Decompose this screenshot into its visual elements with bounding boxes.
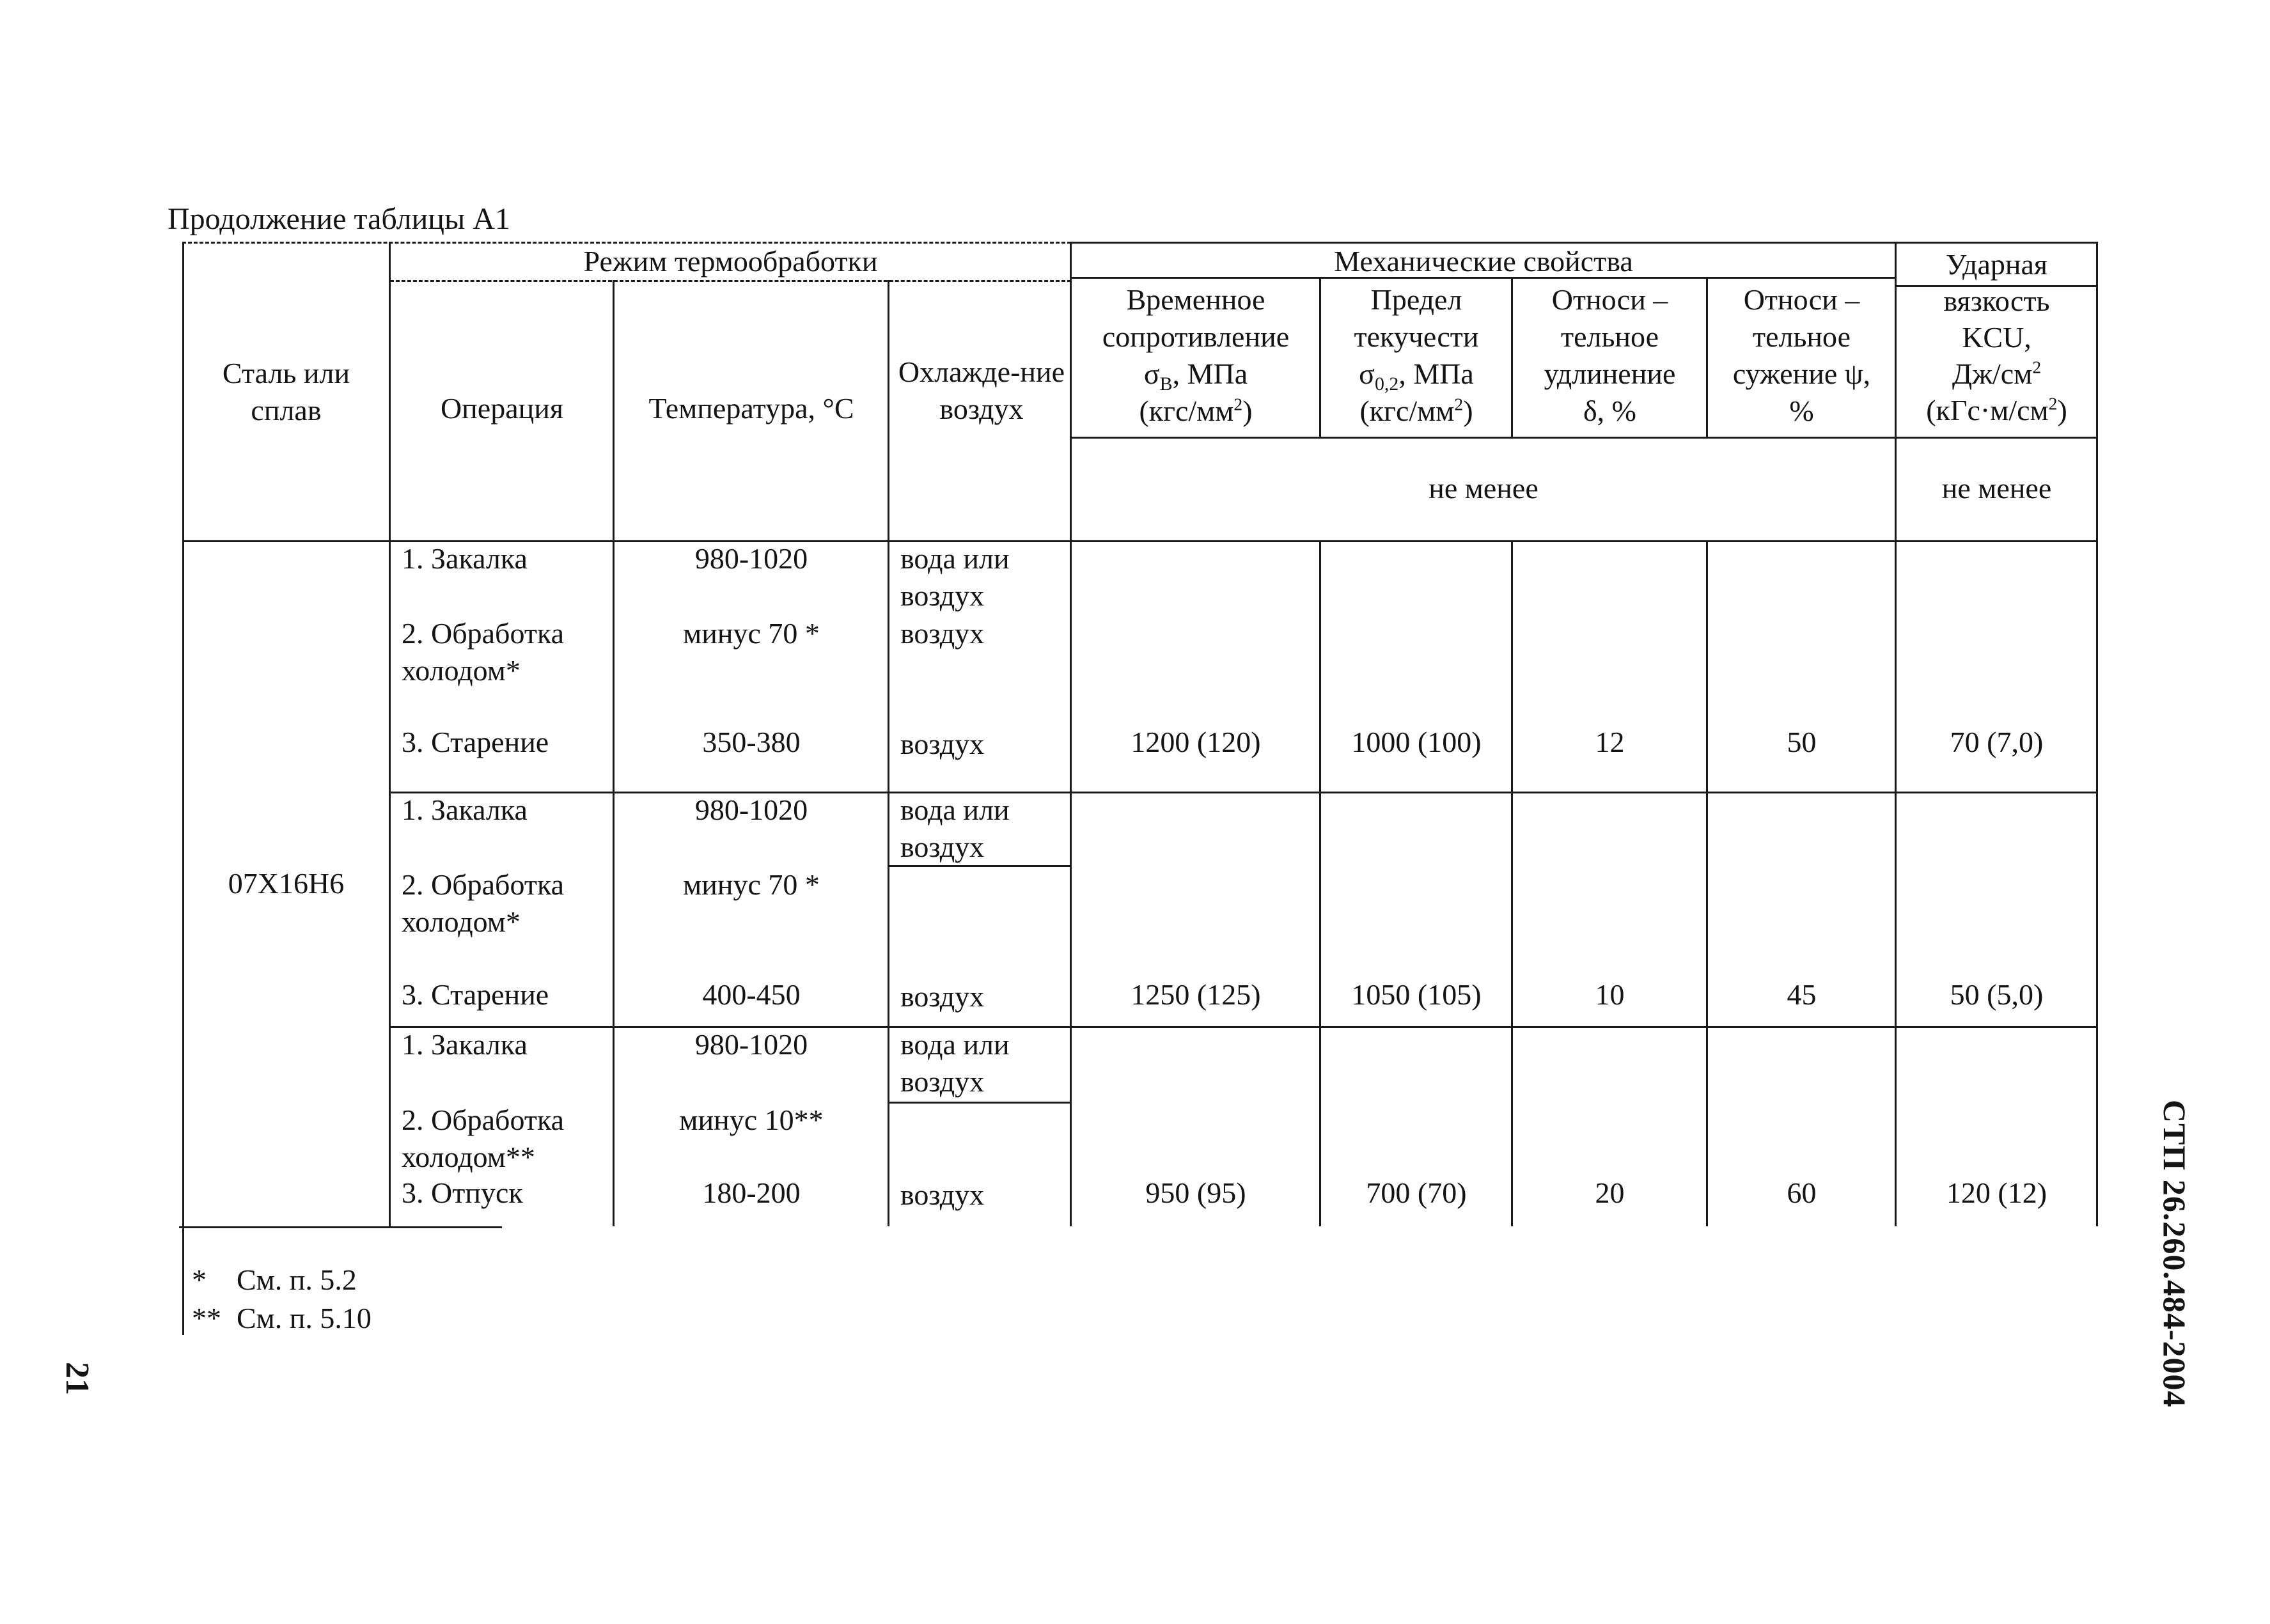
cooling-cell: воздух xyxy=(900,831,985,863)
header-steel: Сталь или сплав xyxy=(222,357,350,426)
grid-line xyxy=(1319,540,1321,1226)
temperature-cell: 980-1020 xyxy=(694,542,808,575)
header-reduction xyxy=(1707,281,1896,430)
header-elongation-line: тельное xyxy=(1560,320,1659,353)
header-not-less-impact: не менее xyxy=(1941,472,2052,504)
header-tensile xyxy=(1071,281,1320,430)
tensile-value: 950 (95) xyxy=(1145,1176,1246,1209)
header-impact-line: KCU, xyxy=(1962,321,2031,354)
header-temperature: Температура, °С xyxy=(648,392,854,425)
reduction-value: 50 xyxy=(1787,726,1817,758)
grid-line xyxy=(389,242,391,1226)
page-number: 21 xyxy=(59,1362,95,1395)
operation-cell: холодом** xyxy=(402,1141,535,1173)
header-reduction-line: тельное xyxy=(1752,320,1851,353)
operation-cell: 1. Закалка xyxy=(402,542,528,575)
header-tensile-symbol: $\sigma_В$, МПа xyxy=(1143,357,1248,395)
grid-line xyxy=(390,280,1071,282)
header-elongation xyxy=(1512,281,1707,430)
cooling-cell: воздух xyxy=(900,1065,985,1098)
operation-cell: 2. Обработка xyxy=(402,868,565,901)
temperature-cell: минус 70 * xyxy=(683,868,820,901)
operation-cell: холодом* xyxy=(402,905,521,938)
header-elongation-line: удлинение xyxy=(1544,357,1676,390)
tensile-value: 1250 (125) xyxy=(1131,978,1261,1011)
grid-line xyxy=(179,1226,502,1228)
header-impact-unit: $Дж/см^2$ xyxy=(1952,357,2042,390)
header-yield-kgs: $(кгс/мм^2)$ xyxy=(1359,394,1473,427)
grid-line xyxy=(1071,437,2097,439)
document-code: СТП 26.260.484-2004 xyxy=(2157,1100,2193,1408)
cooling-cell: воздух xyxy=(900,579,985,612)
temperature-cell: 180-200 xyxy=(702,1176,801,1209)
header-elongation-line: δ, % xyxy=(1583,394,1636,427)
footnote-mark: ** xyxy=(192,1302,221,1334)
reduction-value: 60 xyxy=(1787,1176,1817,1209)
cooling-cell: вода или xyxy=(900,542,1010,575)
steel-grade: 07Х16Н6 xyxy=(228,867,345,900)
grid-line xyxy=(889,1102,1071,1104)
operation-cell: холодом* xyxy=(402,654,521,687)
header-not-less: не менее xyxy=(1429,472,1538,504)
header-tensile-line: сопротивление xyxy=(1102,320,1290,353)
header-operation: Операция xyxy=(440,392,564,425)
grid-line xyxy=(1511,540,1513,1226)
tensile-value: 1200 (120) xyxy=(1131,726,1261,758)
header-tensile-line: Временное xyxy=(1126,283,1265,316)
temperature-cell: минус 10** xyxy=(679,1104,824,1136)
impact-value: 50 (5,0) xyxy=(1950,978,2044,1011)
cooling-cell: воздух xyxy=(900,617,985,650)
yield-value: 700 (70) xyxy=(1366,1176,1467,1209)
impact-value: 70 (7,0) xyxy=(1950,726,2044,758)
footnote xyxy=(192,1301,372,1335)
table-caption: Продолжение таблицы А1 xyxy=(168,202,510,236)
cooling-cell: воздух xyxy=(900,1178,985,1211)
operation-cell: 3. Старение xyxy=(402,978,549,1011)
header-reduction-line: % xyxy=(1789,394,1814,427)
reduction-value: 45 xyxy=(1787,978,1817,1011)
header-impact-line: вязкость xyxy=(1943,285,2050,317)
header-yield-symbol: $\sigma_{0,2}$, МПа xyxy=(1359,357,1474,395)
operation-cell: 1. Закалка xyxy=(402,1028,528,1061)
temperature-cell: 980-1020 xyxy=(694,793,808,826)
elongation-value: 12 xyxy=(1595,726,1625,758)
temperature-cell: 350-380 xyxy=(702,726,801,758)
footnote-text: См. п. 5.10 xyxy=(237,1302,372,1334)
cooling-cell: вода или xyxy=(900,1028,1010,1061)
elongation-value: 20 xyxy=(1595,1176,1625,1209)
header-mechanical: Механические свойства xyxy=(1334,245,1633,277)
impact-value: 120 (12) xyxy=(1946,1176,2047,1209)
elongation-value: 10 xyxy=(1595,978,1625,1011)
operation-cell: 3. Старение xyxy=(402,726,549,758)
grid-line xyxy=(182,242,184,1335)
header-cooling: Охлажде-ние воздух xyxy=(898,355,1065,425)
header-impact-kgs: $(кГс\cdot м/см^2)$ xyxy=(1926,393,2067,426)
cooling-cell: вода или xyxy=(900,793,1010,826)
temperature-cell: 400-450 xyxy=(702,978,801,1011)
header-heat-treatment: Режим термообработки xyxy=(583,245,878,277)
header-impact xyxy=(1896,246,2097,428)
header-yield xyxy=(1320,281,1512,430)
cooling-cell: воздух xyxy=(900,980,985,1013)
header-reduction-line: Относи – xyxy=(1743,283,1860,316)
operation-cell: 2. Обработка xyxy=(402,1104,565,1136)
cooling-cell: воздух xyxy=(900,728,985,760)
footnote-mark: * xyxy=(192,1263,207,1296)
temperature-cell: минус 70 * xyxy=(683,617,820,650)
header-yield-line: Предел xyxy=(1370,283,1462,316)
temperature-cell: 980-1020 xyxy=(694,1028,808,1061)
grid-line xyxy=(1706,540,1708,1226)
header-elongation-line: Относи – xyxy=(1551,283,1668,316)
header-tensile-kgs: $(кгс/мм^2)$ xyxy=(1139,394,1253,427)
operation-cell: 3. Отпуск xyxy=(402,1176,523,1209)
footnote xyxy=(192,1263,357,1297)
header-yield-line: текучести xyxy=(1354,320,1479,353)
yield-value: 1000 (100) xyxy=(1351,726,1482,758)
header-impact-line: Ударная xyxy=(1945,248,2048,281)
yield-value: 1050 (105) xyxy=(1351,978,1482,1011)
operation-cell: 2. Обработка xyxy=(402,617,565,650)
operation-cell: 1. Закалка xyxy=(402,793,528,826)
footnote-text: См. п. 5.2 xyxy=(237,1263,357,1296)
header-reduction-line: сужение ψ, xyxy=(1732,357,1871,390)
